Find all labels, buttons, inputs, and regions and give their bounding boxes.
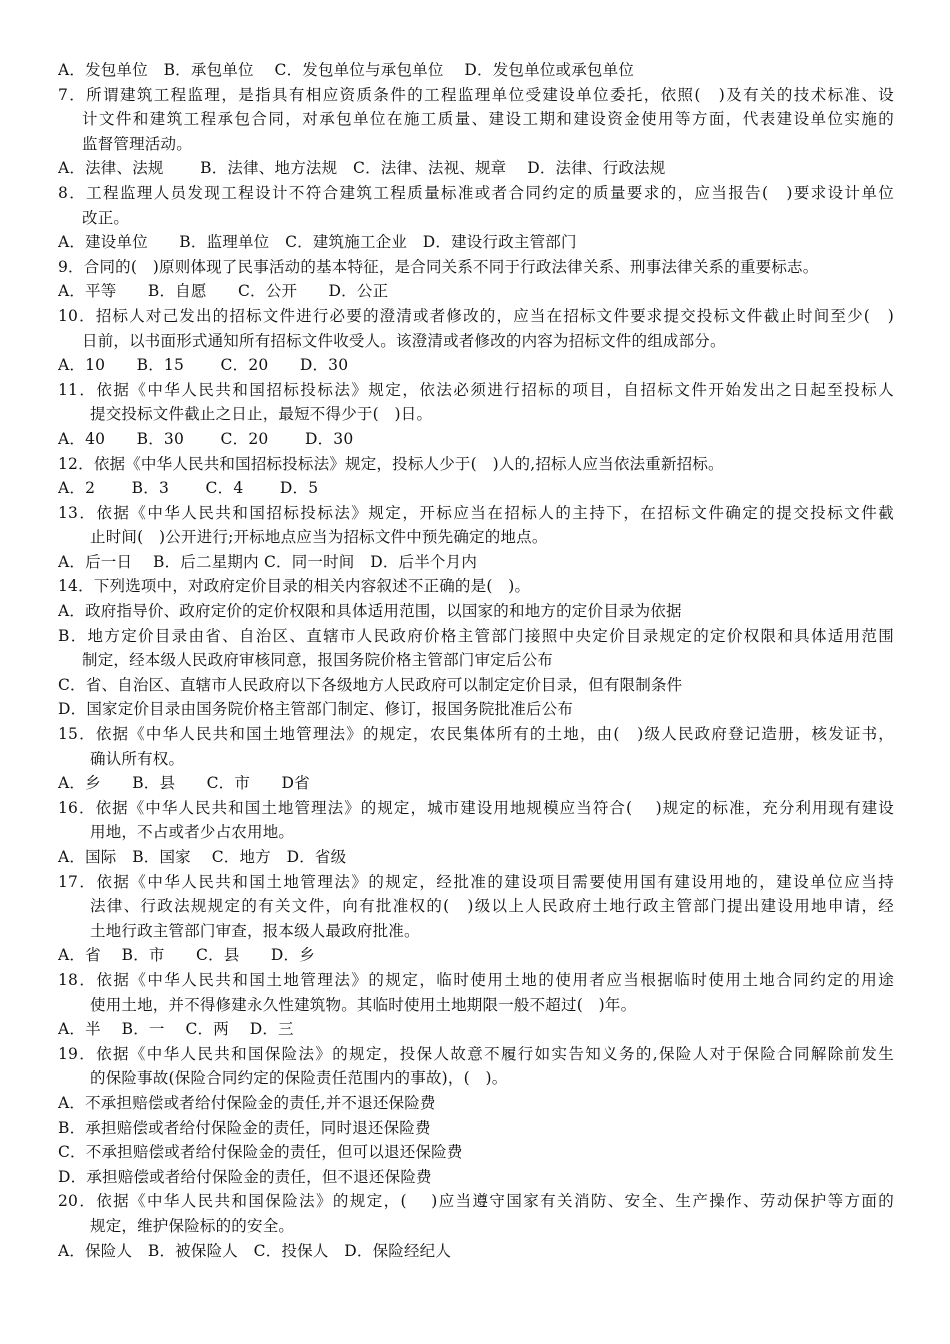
question-17-continuation: 法律、行政法规规定的有关文件，向有批准权的( )级以上人民政府土地行政主管部门提出建设用地申请，经 [90, 897, 894, 916]
question-20-options: A．保险人 B．被保险人 C．投保人 D．保险经纪人 [58, 1241, 452, 1260]
question-10: 10．招标人对己发出的招标文件进行必要的澄清或者修改的，应当在招标文件要求提交投标文件截止时间至少( ) [58, 306, 894, 325]
question-11-options: A．40 B．30 C．20 D．30 [58, 429, 354, 448]
question-7-options: A．法律、法规 B．法律、地方法规 C．法律、法视、规章 D．法律、行政法规 [58, 159, 666, 178]
question-14-option-b: B．地方定价目录由省、自治区、直辖市人民政府价格主管部门接照中央定价目录规定的定价权限和具体适用范围 [58, 626, 894, 645]
question-15: 15．依据《中华人民共和国土地管理法》的规定，农民集体所有的土地，由( )级人民政府登记造册，核发证书， [58, 725, 894, 744]
question-11: 11．依据《中华人民共和国招标投标法》规定，依法必须进行招标的项目，自招标文件开始发出之日起至投标人 [58, 380, 894, 399]
question-12: 12．依据《中华人民共和国招标投标法》规定，投标人少于( )人的,招标人应当依法重新招标。 [58, 454, 724, 473]
question-19-option-b: B．承担赔偿或者给付保险金的责任，同时退还保险费 [58, 1118, 431, 1137]
question-20: 20．依据《中华人民共和国保险法》的规定，( )应当遵守国家有关消防、安全、生产操作、劳动保护等方面的 [58, 1192, 894, 1211]
question-14-option-d: D．国家定价目录由国务院价格主管部门制定、修订，报国务院批准后公布 [58, 700, 574, 719]
question-19-continuation: 的保险事故(保险合同约定的保险责任范围内的事故)，( )。 [90, 1069, 508, 1088]
question-16-options: A．国际 B．国家 C．地方 D．省级 [58, 848, 347, 866]
question-19: 19．依据《中华人民共和国保险法》的规定，投保人故意不履行如实告知义务的,保险人对于保险合同解除前发生 [58, 1044, 894, 1063]
question-8: 8．工程监理人员发现工程设计不符合建筑工程质量标准或者合同约定的质量要求的，应当报告( )要求设计单位 [58, 183, 894, 202]
exam-document [58, 58, 894, 1263]
question-11-continuation: 提交投标文件截止之日止，最短不得少于( )日。 [90, 405, 433, 424]
question-16: 16．依据《中华人民共和国土地管理法》的规定，城市建设用地规模应当符合( )规定的标准，充分利用现有建设 [58, 798, 894, 817]
question-20-continuation: 规定，维护保险标的的安全。 [90, 1216, 295, 1235]
question-14-option-b-continuation: 制定，经本级人民政府审核同意，报国务院价格主管部门审定后公布 [82, 651, 554, 670]
question-13: 13．依据《中华人民共和国招标投标法》规定，开标应当在招标人的主持下，在招标文件确定的提交投标文件截 [58, 503, 894, 522]
question-10-continuation: 日前，以书面形式通知所有招标文件收受人。该澄清或者修改的内容为招标文件的组成部分。 [82, 331, 726, 350]
question-13-continuation: 止时间( )公开进行;开标地点应当为招标文件中预先确定的地点。 [90, 528, 548, 547]
question-19-option-c: C．不承担赔偿或者给付保险金的责任，但可以退还保险费 [58, 1143, 463, 1162]
question-14: 14．下列选项中，对政府定价目录的相关内容叙述不正确的是( )。 [58, 577, 531, 596]
question-17-options: A．省 B．市 C．县 D．乡 [58, 946, 315, 965]
question-15-continuation: 确认所有权。 [90, 749, 185, 768]
question-12-options: A．2 B．3 C．4 D．5 [58, 479, 319, 498]
question-7-continuation: 监督管理活动。 [82, 134, 192, 153]
option-line: A．发包单位 B．承包单位 C．发包单位与承包单位 D．发包单位或承包单位 [58, 61, 635, 79]
question-15-options: A．乡 B．县 C．市 D省 [58, 774, 310, 793]
question-18-options: A．半 B．一 C．两 D．三 [58, 1020, 294, 1039]
question-14-option-a: A．政府指导价、政府定价的定价权限和具体适用范围，以国家的和地方的定价目录为依据 [58, 602, 682, 621]
question-13-options: A．后一日 B．后二星期内 C．同一时间 D．后半个月内 [58, 552, 478, 571]
question-17-continuation: 土地行政主管部门审查，报本级人最政府批准。 [90, 921, 420, 940]
question-16-continuation: 用地，不占或者少占农用地。 [90, 823, 295, 842]
question-8-continuation: 改正。 [82, 208, 130, 227]
question-17: 17．依据《中华人民共和国土地管理法》的规定，经批准的建设项目需要使用国有建设用地的，建设单位应当持 [58, 872, 894, 891]
question-9-options: A．平等 B．自愿 C．公开 D．公正 [58, 282, 389, 301]
question-7: 7．所谓建筑工程监理，是指具有相应资质条件的工程监理单位受建设单位委托，依照( )及有关的技术标准、设 [58, 85, 894, 104]
question-14-option-c: C．省、自治区、直辖市人民政府以下各级地方人民政府可以制定定价目录，但有限制条件 [58, 675, 683, 694]
question-10-options: A．10 B．15 C．20 D．30 [58, 356, 349, 375]
question-19-option-a: A．不承担赔偿或者给付保险金的责任,并不退还保险费 [58, 1093, 436, 1112]
question-7-continuation: 计文件和建筑工程承包合同，对承包单位在施工质量、建设工期和建设资金使用等方面，代表建设单位实施的 [82, 110, 894, 129]
question-19-option-d: D．承担赔偿或者给付保险金的责任，但不退还保险费 [58, 1167, 432, 1186]
question-18-continuation: 使用土地，并不得修建永久性建筑物。其临时使用土地期限一般不超过( )年。 [90, 995, 637, 1014]
question-8-options: A．建设单位 B．监理单位 C．建筑施工企业 D．建设行政主管部门 [58, 233, 577, 252]
question-9: 9．合同的( )原则体现了民事活动的基本特征，是合同关系不同于行政法律关系、刑事法律关系的重要标志。 [58, 257, 819, 276]
question-18: 18．依据《中华人民共和国土地管理法》的规定，临时使用土地的使用者应当根据临时使用土地合同约定的用途 [58, 970, 894, 989]
